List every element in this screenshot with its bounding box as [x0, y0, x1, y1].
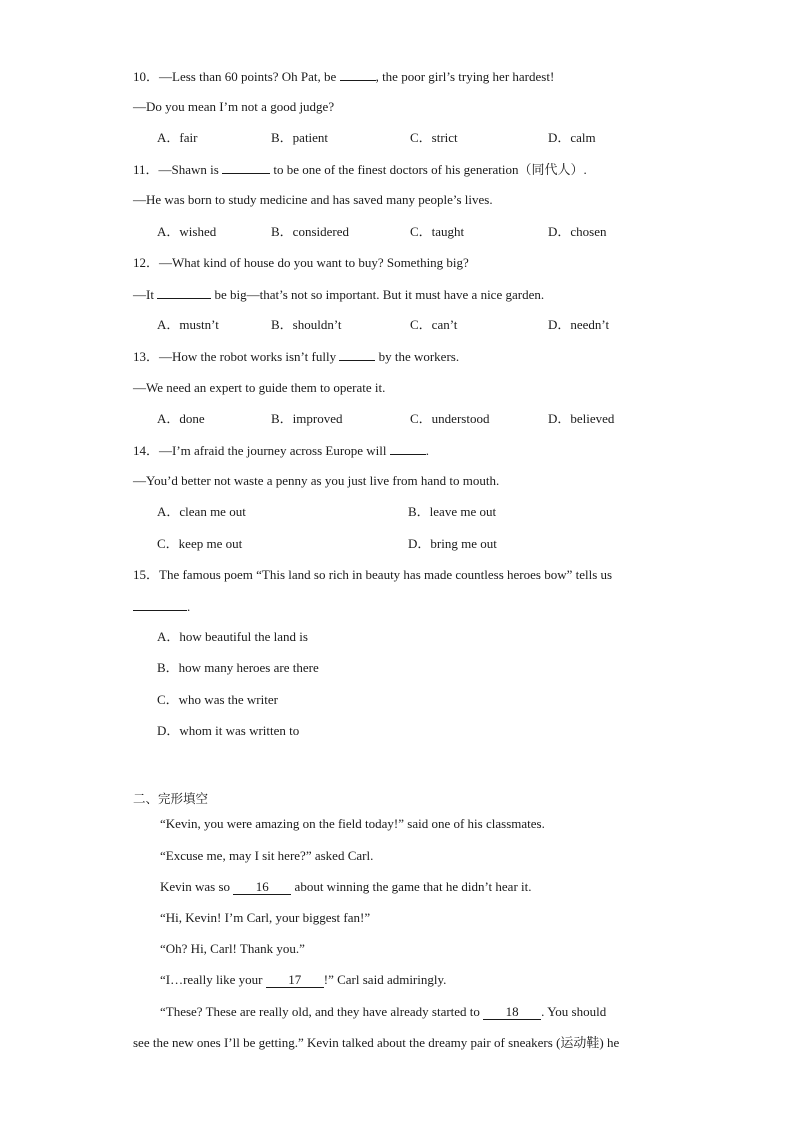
option-c[interactable]: C．keep me out: [157, 536, 243, 551]
option-d[interactable]: D．chosen: [548, 224, 607, 239]
passage-line: “I…really like your 17 !” Carl said admiringly.: [160, 972, 447, 987]
option-a[interactable]: A．fair: [157, 130, 198, 145]
answer-blank: [157, 286, 211, 299]
question-15-stem-cont: .: [133, 598, 190, 615]
question-13-stem: 13．—How the robot works isn’t fully by the workers.: [133, 349, 460, 364]
question-12-stem: 12．—What kind of house do you want to buy? Something big?: [133, 255, 469, 270]
option-d[interactable]: D．believed: [548, 411, 615, 426]
cloze-blank-16: 16: [233, 880, 291, 895]
question-14-reply: —You’d better not waste a penny as you just live from hand to mouth.: [133, 473, 500, 488]
answer-blank: [390, 442, 426, 455]
answer-blank: [133, 598, 187, 611]
option-a[interactable]: A．how beautiful the land is: [157, 629, 308, 644]
option-b[interactable]: B．shouldn’t: [271, 317, 342, 332]
question-11-reply: —He was born to study medicine and has saved many people’s lives.: [133, 192, 493, 207]
option-a[interactable]: A．mustn’t: [157, 317, 219, 332]
option-b[interactable]: B．considered: [271, 224, 349, 239]
question-15-stem: 15．The famous poem “This land so rich in beauty has made countless heroes bow” tells us: [133, 567, 613, 582]
option-c[interactable]: C．can’t: [410, 317, 458, 332]
option-a[interactable]: A．done: [157, 411, 205, 426]
option-a[interactable]: A．clean me out: [157, 504, 246, 519]
passage-line: “Excuse me, may I sit here?” asked Carl.: [160, 848, 374, 863]
option-b[interactable]: B．leave me out: [408, 504, 497, 519]
question-10-stem: 10．—Less than 60 points? Oh Pat, be , the poor girl’s trying her hardest!: [133, 69, 555, 84]
option-b[interactable]: B．how many heroes are there: [157, 660, 319, 675]
passage-line: “Oh? Hi, Carl! Thank you.”: [160, 941, 305, 956]
option-b[interactable]: B．improved: [271, 411, 343, 426]
cloze-blank-18: 18: [483, 1005, 541, 1020]
passage-line: “These? These are really old, and they have already started to 18 . You should: [160, 1004, 607, 1019]
section-title: 二、完形填空: [133, 791, 209, 806]
cloze-blank-17: 17: [266, 973, 324, 988]
answer-blank: [340, 68, 376, 81]
option-d[interactable]: D．calm: [548, 130, 596, 145]
option-b[interactable]: B．patient: [271, 130, 329, 145]
option-d[interactable]: D．needn’t: [548, 317, 610, 332]
passage-line: see the new ones I’ll be getting.” Kevin talked about the dreamy pair of sneakers (运动鞋) he: [133, 1035, 620, 1050]
passage-line: Kevin was so 16 about winning the game that he didn’t hear it.: [160, 879, 532, 894]
answer-blank: [339, 348, 375, 361]
option-c[interactable]: C．who was the writer: [157, 692, 278, 707]
option-c[interactable]: C．taught: [410, 224, 465, 239]
option-d[interactable]: D．whom it was written to: [157, 723, 300, 738]
answer-blank: [222, 161, 270, 174]
question-14-stem: 14．—I’m afraid the journey across Europe will .: [133, 443, 429, 458]
question-10-reply: —Do you mean I’m not a good judge?: [133, 99, 335, 114]
option-a[interactable]: A．wished: [157, 224, 217, 239]
question-12-reply: —It be big—that’s not so important. But it must have a nice garden.: [133, 287, 545, 302]
passage-line: “Hi, Kevin! I’m Carl, your biggest fan!”: [160, 910, 371, 925]
option-d[interactable]: D．bring me out: [408, 536, 497, 551]
passage-line: “Kevin, you were amazing on the field today!” said one of his classmates.: [160, 816, 545, 831]
option-c[interactable]: C．strict: [410, 130, 458, 145]
question-11-stem: 11．—Shawn is to be one of the finest doctors of his generation（同代人）.: [133, 162, 587, 177]
option-c[interactable]: C．understood: [410, 411, 490, 426]
question-13-reply: —We need an expert to guide them to operate it.: [133, 380, 386, 395]
